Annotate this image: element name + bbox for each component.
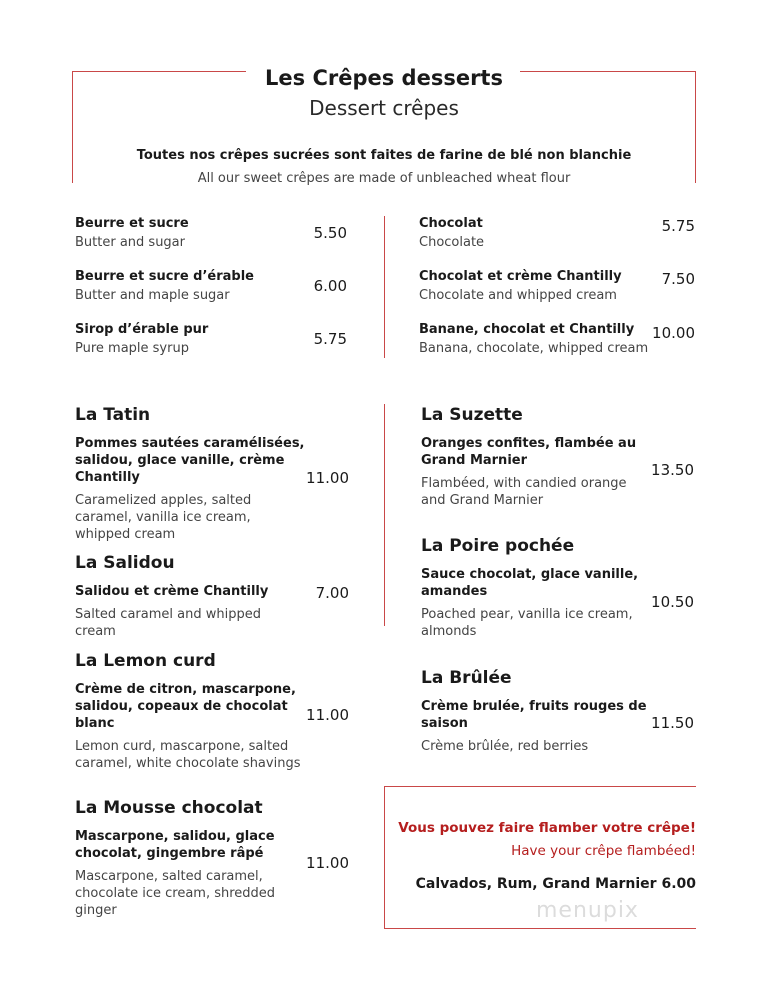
item-name-fr: Banane, chocolat et Chantilly [419,322,635,337]
menu-item [419,268,649,304]
item-price: 5.50 [313,224,347,242]
item-name-en: Pure maple syrup [75,341,189,356]
flambe-note-en: Have your crêpe flambéed! [511,843,696,859]
special-item [421,536,651,640]
special-item [75,798,305,919]
item-name-fr: Chocolat [419,216,483,231]
special-desc-en: Lemon curd, mascarpone, salted caramel, white chocolate shavings [75,739,301,771]
menu-item [75,268,305,304]
special-desc-fr: Oranges confites, flambée au Grand Marnier [421,436,637,468]
item-name-en: Chocolate and whipped cream [419,288,617,303]
special-desc-en: Mascarpone, salted caramel, chocolate ice cream, shredded ginger [75,869,276,918]
special-name: La Poire pochée [421,536,575,556]
special-name: La Suzette [421,405,523,425]
special-price: 11.50 [651,714,694,732]
item-price: 6.00 [313,277,347,295]
special-item [421,405,651,509]
special-item [75,651,305,772]
special-price: 11.00 [306,469,349,487]
special-price: 13.50 [651,461,694,479]
special-desc-fr: Crème brulée, fruits rouges de saison [421,699,647,731]
special-price: 10.50 [651,593,694,611]
special-desc-en: Caramelized apples, salted caramel, vanilla ice cream, whipped cream [75,493,252,542]
special-name: La Lemon curd [75,651,216,671]
special-name: La Salidou [75,553,175,573]
special-item [421,668,651,755]
column-divider-middle [384,404,385,626]
menu-item [419,215,649,251]
special-desc-fr: Sauce chocolat, glace vanille, amandes [421,567,639,599]
special-price: 7.00 [315,584,349,602]
intro-text-fr: Toutes nos crêpes sucrées sont faites de farine de blé non blanchie [136,148,632,163]
special-name: La Brûlée [421,668,512,688]
special-desc-fr: Salidou et crème Chantilly [75,584,269,599]
item-name-en: Butter and maple sugar [75,288,230,303]
special-item [75,405,305,543]
item-name-en: Chocolate [419,235,485,250]
special-price: 11.00 [306,706,349,724]
special-desc-en: Flambéed, with candied orange and Grand Marnier [421,476,627,508]
special-desc-fr: Crème de citron, mascarpone, salidou, copeaux de chocolat blanc [75,682,296,731]
item-price: 10.00 [652,324,695,342]
special-desc-fr: Mascarpone, salidou, glace chocolat, gingembre râpé [75,829,275,861]
page-subtitle: Dessert crêpes [309,96,459,120]
special-desc-en: Poached pear, vanilla ice cream, almonds [421,607,633,639]
item-name-en: Banana, chocolate, whipped cream [419,341,649,356]
special-name: La Mousse chocolat [75,798,263,818]
item-name-fr: Chocolat et crème Chantilly [419,269,622,284]
special-desc-fr: Pommes sautées caramélisées, salidou, glace vanille, crème Chantilly [75,436,305,485]
item-price: 5.75 [313,330,347,348]
watermark-logo: menupix [536,898,639,923]
column-divider-top [384,216,385,358]
special-price: 11.00 [306,854,349,872]
menu-item [419,321,654,357]
flambe-liqueurs-price: Calvados, Rum, Grand Marnier 6.00 [415,876,696,892]
menu-item [75,215,305,251]
flambe-box-left-line [384,786,385,928]
page-title: Les Crêpes desserts [265,66,503,90]
item-name-fr: Sirop d’érable pur [75,322,209,337]
item-name-fr: Beurre et sucre [75,216,189,231]
item-price: 7.50 [661,270,695,288]
item-name-en: Butter and sugar [75,235,185,250]
intro-text-en: All our sweet crêpes are made of unbleached wheat flour [197,171,571,186]
special-desc-en: Crème brûlée, red berries [421,739,589,754]
flambe-note-fr: Vous pouvez faire flamber votre crêpe! [398,820,696,836]
flambe-box-bottom-line [384,928,696,929]
special-name: La Tatin [75,405,151,425]
item-price: 5.75 [661,217,695,235]
item-name-fr: Beurre et sucre d’érable [75,269,254,284]
menu-item [75,321,305,357]
special-item [75,553,305,640]
special-desc-en: Salted caramel and whipped cream [75,607,261,639]
flambe-box-top-line [384,786,696,787]
